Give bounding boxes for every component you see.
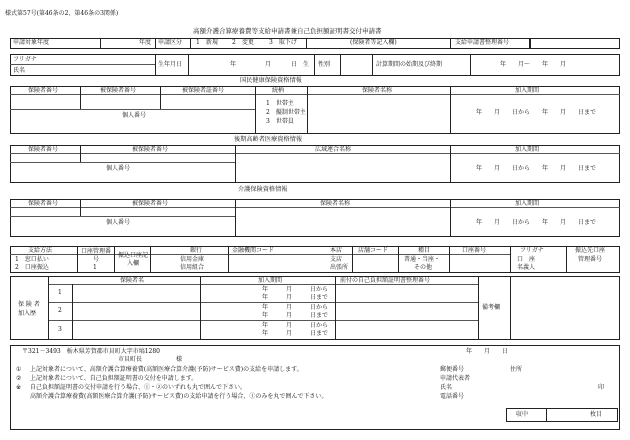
history-row-1-no: 1 bbox=[58, 289, 62, 296]
history-row-2-no: 2 bbox=[58, 307, 62, 314]
kouki-h2: 被保険者番号 bbox=[132, 146, 169, 153]
bank-type1[interactable]: 銀行 bbox=[190, 247, 203, 254]
kokuho-rel3[interactable]: 3 世帯員 bbox=[266, 118, 294, 125]
mayor-label: 市貝町長 bbox=[118, 356, 143, 363]
option-cancel[interactable]: 3 取下げ bbox=[269, 39, 297, 46]
birth-year: 年 bbox=[230, 61, 237, 68]
mgmt-no-label: 口座管理番号 bbox=[80, 248, 111, 263]
kokuho-h4: 続柄 bbox=[272, 87, 285, 94]
sheet-label: 枚目 bbox=[590, 411, 603, 418]
kouki-h1: 保険者番号 bbox=[28, 146, 59, 153]
kokuho-period: 年 月 日から 年 月 日まで bbox=[476, 109, 597, 116]
dest-mgmt-label2: 管理番号 bbox=[578, 256, 603, 263]
applicant-name-label: 氏名 bbox=[440, 384, 453, 391]
kaigo-h4: 加入期間 bbox=[515, 200, 540, 207]
history-row-3-from: 年 月 日から bbox=[262, 322, 329, 329]
postal-code-label: 郵便番号 bbox=[440, 366, 465, 373]
kouki-period: 年 月 日から 年 月 日まで bbox=[476, 165, 597, 172]
year-unit: 年度 bbox=[139, 39, 152, 46]
reception-number-field[interactable] bbox=[530, 38, 620, 49]
history-period: 加入期間 bbox=[258, 277, 283, 284]
option-change[interactable]: 2 変更 bbox=[232, 39, 254, 46]
branch-code-label: 店舗コード bbox=[358, 247, 389, 254]
note2-no: ② bbox=[16, 375, 22, 382]
kaigo-h1: 保険者番号 bbox=[28, 200, 59, 207]
period-label: 計算期間の始期及び終期 bbox=[376, 61, 443, 68]
kokuho-h2: 被保険者番号 bbox=[100, 87, 137, 94]
name-label: 氏名 bbox=[13, 67, 26, 74]
reception-label: 支給申請書整理番号 bbox=[455, 39, 510, 46]
kaigo-h2: 被保険者番号 bbox=[132, 200, 169, 207]
kokuho-h1: 保険者番号 bbox=[28, 87, 59, 94]
note1-no: ① bbox=[16, 366, 22, 373]
history-row-1-from: 年 月 日から bbox=[262, 286, 329, 293]
birth-month: 月 bbox=[265, 61, 272, 68]
period-value: 年 月～ 年 月 bbox=[500, 61, 567, 68]
kouki-title: 後期高齢者医療資格情報 bbox=[234, 136, 303, 143]
account-type-label: 種目 bbox=[418, 247, 431, 254]
note4: 高額介護合算療養費(高額医療合算介護(予防)サービス費)の支給申請を行う場合、①のみを丸で囲んで下さい。 bbox=[30, 393, 328, 400]
sex-label: 性別 bbox=[318, 61, 331, 68]
history-row-3-to: 年 月 日まで bbox=[262, 330, 329, 337]
bank-type3[interactable]: 信用組合 bbox=[180, 264, 205, 271]
history-remarks: 備考欄 bbox=[482, 304, 501, 311]
history-label1: 保 険 者 bbox=[18, 301, 40, 308]
kouki-h3: 広域連合名称 bbox=[315, 146, 352, 153]
branch-type3[interactable]: 出張所 bbox=[330, 264, 349, 271]
dest-mgmt-label1: 振込先口座 bbox=[575, 247, 606, 254]
kouki-h4: 加入期間 bbox=[515, 146, 540, 153]
kokuho-h6: 加入期間 bbox=[515, 87, 540, 94]
insurer-note: (保険者等記入欄) bbox=[350, 39, 397, 46]
kaigo-personal-no: 個人番号 bbox=[106, 219, 131, 226]
kokuho-h3: 被保険者証番号 bbox=[182, 87, 225, 94]
holder-label2: 名義人 bbox=[517, 264, 536, 271]
form-id: 様式第57号(第46条の2、第46条の3関係) bbox=[5, 10, 119, 17]
note3-no: ※ bbox=[16, 384, 22, 391]
history-row-2-from: 年 月 日から bbox=[262, 304, 329, 311]
kokuho-title: 国民健康保険資格情報 bbox=[240, 77, 302, 84]
branch-type2[interactable]: 支店 bbox=[330, 256, 343, 263]
bank-code-label: 金融機関コード bbox=[232, 247, 275, 254]
kouki-personal-no: 個人番号 bbox=[106, 165, 131, 172]
history-cert-no: 前付の自己負担額証明書整理番号 bbox=[340, 277, 431, 284]
kaigo-title: 介護保険資格情報 bbox=[238, 186, 288, 193]
holder-label1: 口 座 bbox=[517, 256, 536, 263]
page-title: 高額介護合算療養費等支給申請書兼自己負担額証明書交付申請書 bbox=[193, 27, 382, 35]
kokuho-rel2[interactable]: 2 擬制世帯主 bbox=[266, 109, 306, 116]
holder-furigana-label: フリガナ bbox=[520, 247, 544, 254]
account-type2[interactable]: その他 bbox=[414, 264, 433, 271]
target-year-label: 申請対象年度 bbox=[13, 39, 50, 46]
history-label2: 加入歴 bbox=[18, 310, 37, 317]
history-row-2-to: 年 月 日まで bbox=[262, 312, 329, 319]
account-no-label: 口座番号 bbox=[462, 247, 487, 254]
birth-day: 日 bbox=[291, 61, 298, 68]
birth-label: 生年月日 bbox=[158, 61, 183, 68]
sama-label: 様 bbox=[176, 356, 183, 363]
kokuho-rel1[interactable]: 1 世帯主 bbox=[266, 100, 294, 107]
option-new[interactable]: 1 新規 bbox=[196, 39, 218, 46]
furigana-label: フリガナ bbox=[13, 56, 37, 63]
receipt-label: 収中 bbox=[516, 411, 529, 418]
postal-address: 〒321－3493 栃木県芳賀郡市貝町大字市塙1280 bbox=[22, 348, 160, 355]
address-label: 住所 bbox=[510, 366, 523, 373]
note2: 上記対象者について、自己負担額証明書の交付を申請します。 bbox=[30, 375, 198, 382]
kaigo-period: 年 月 日から 年 月 日まで bbox=[476, 219, 597, 226]
mgmt-no-value: 1 bbox=[93, 264, 97, 271]
payment-method-label: 支給方法 bbox=[28, 247, 53, 254]
phone-label: 電話番号 bbox=[440, 393, 465, 400]
note1: 上記対象者について、高額介護合算療養費(高額医療合算介護(予防)サービス費)の支給を申請します。 bbox=[30, 366, 303, 373]
history-insurer-name: 保険者名 bbox=[120, 277, 145, 284]
account-type1[interactable]: 普通・当座・ bbox=[404, 256, 441, 263]
application-date: 年 月 日 bbox=[466, 348, 509, 355]
branch-type1[interactable]: 本店 bbox=[330, 247, 343, 254]
category-label: 申請区分 bbox=[158, 39, 183, 46]
payment-opt2[interactable]: 2 口座振込 bbox=[15, 264, 49, 271]
kokuho-h5: 保険者名称 bbox=[362, 87, 393, 94]
birth-born: 生 bbox=[303, 61, 310, 68]
transfer-label: 振込口座記入欄 bbox=[118, 252, 149, 267]
payment-opt1[interactable]: 1 窓口払い bbox=[15, 256, 49, 263]
applicant-type-label: 申請代表者 bbox=[440, 375, 471, 382]
bank-type2[interactable]: 信用金庫 bbox=[180, 256, 205, 263]
history-row-1-to: 年 月 日まで bbox=[262, 294, 329, 301]
kaigo-h3: 保険者名称 bbox=[320, 200, 351, 207]
kokuho-personal-no: 個人番号 bbox=[122, 112, 147, 119]
history-row-3-no: 3 bbox=[58, 326, 62, 333]
seal-mark: 印 bbox=[598, 384, 605, 391]
note3: 自己負担額証明書の交付申請を行う場合、①・②のいずれも丸で囲んで下さい。 bbox=[30, 384, 247, 391]
